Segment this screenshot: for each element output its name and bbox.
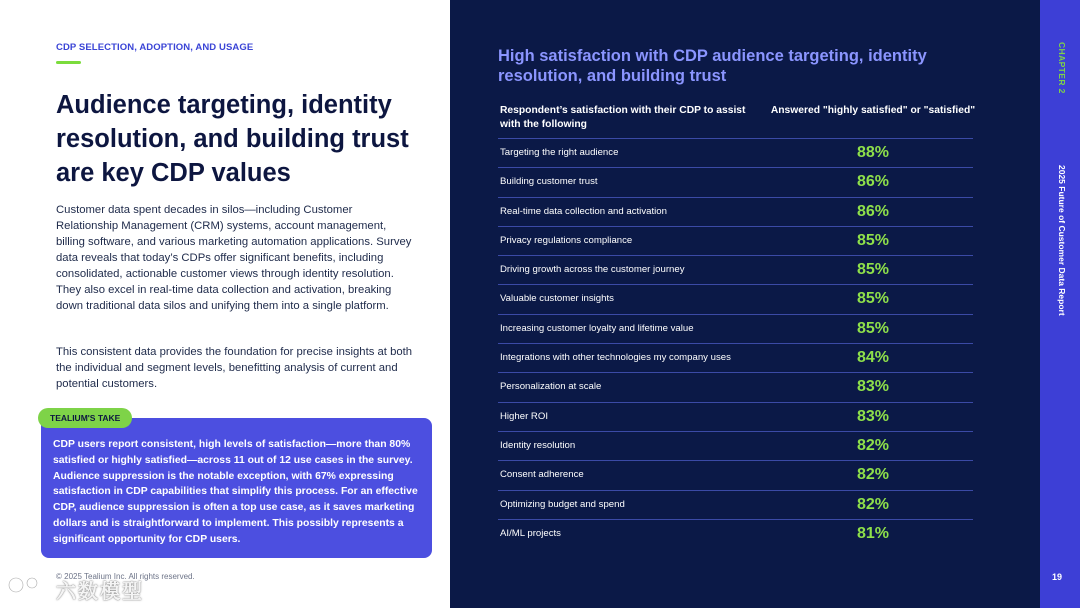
- row-label: Targeting the right audience: [500, 147, 619, 158]
- table-row: [498, 402, 973, 431]
- row-label: Valuable customer insights: [500, 293, 614, 305]
- page-headline: Audience targeting, identity resolution, and building trust are key CDP values: [56, 91, 409, 187]
- table-row: [498, 226, 973, 255]
- table-row: [498, 167, 973, 196]
- column-header-satisfaction: Answered "highly satisfied" or "satisfied": [770, 105, 976, 116]
- take-callout: [41, 418, 432, 558]
- row-value: 83%: [856, 378, 890, 396]
- row-value: 84%: [856, 349, 890, 367]
- row-value: 85%: [856, 290, 890, 308]
- table-row: [498, 197, 973, 226]
- row-label: Building customer trust: [500, 176, 598, 188]
- row-value: 82%: [856, 466, 890, 484]
- take-badge: TEALIUM'S TAKE: [38, 408, 132, 428]
- table-row: [498, 372, 973, 401]
- watermark-text: 六数模型: [56, 581, 144, 603]
- row-value: 81%: [856, 524, 890, 542]
- table-row: [498, 490, 973, 519]
- table-row: [498, 460, 973, 489]
- table-row: [498, 431, 973, 460]
- table-title: High satisfaction with CDP audience targeting, identity resolution, and building trust: [498, 47, 927, 85]
- satisfaction-table: [498, 138, 973, 548]
- watermark-logo-icon: [6, 572, 46, 598]
- left-panel: [0, 0, 450, 608]
- row-value: 88%: [856, 144, 890, 161]
- row-label: Higher ROI: [500, 410, 548, 422]
- report-title: 2025 Future of Customer Data Report: [1057, 165, 1067, 316]
- column-header-use-case: Respondent’s satisfaction with their CDP to assist with the following: [500, 105, 746, 130]
- row-label: Increasing customer loyalty and lifetime value: [500, 322, 694, 334]
- table-row: [498, 519, 973, 548]
- table-row: [498, 314, 973, 343]
- row-value: 85%: [856, 261, 890, 279]
- body-paragraph-2: This consistent data provides the foundation for precise insights at both the individual and segment levels, benefitting analysis of current and potential customers.: [56, 346, 413, 390]
- row-value: 86%: [856, 202, 890, 220]
- section-rule: [56, 61, 81, 64]
- row-label: AI/ML projects: [500, 527, 561, 539]
- table-row: [498, 284, 973, 313]
- row-value: 82%: [856, 436, 890, 454]
- row-label: Consent adherence: [500, 469, 584, 481]
- table-row: [498, 255, 973, 284]
- right-panel: [450, 0, 1040, 608]
- row-value: 85%: [856, 319, 890, 337]
- row-label: Optimizing budget and spend: [500, 498, 625, 510]
- row-label: Driving growth across the customer journey: [500, 264, 685, 276]
- table-row: [498, 138, 973, 167]
- row-label: Privacy regulations compliance: [500, 234, 633, 246]
- row-label: Personalization at scale: [500, 381, 602, 393]
- row-label: Identity resolution: [500, 439, 576, 451]
- row-value: 83%: [856, 407, 890, 425]
- take-text: CDP users report consistent, high levels of satisfaction—more than 80% satisfied or highly satisfied—across 11 out of 12 use cases in the survey. Audience suppression is the notable exception, with 67% expressing satisfaction in CDP capabilities that simplify this process. For an effective CDP, audience suppression is often a top use case, as it saves marketing dollars and is straightforward to implement. This possibly represents a significant opportunity for CDP users.: [53, 439, 418, 545]
- copyright: © 2025 Tealium Inc. All rights reserved.: [56, 572, 195, 581]
- row-label: Integrations with other technologies my company uses: [500, 352, 731, 364]
- page-number: 19: [1051, 572, 1062, 582]
- row-value: 82%: [856, 495, 890, 513]
- section-label: CDP SELECTION, ADOPTION, AND USAGE: [56, 42, 254, 53]
- row-value: 86%: [856, 173, 890, 191]
- table-row: [498, 343, 973, 372]
- chapter-strip: [1040, 0, 1080, 608]
- row-value: 85%: [856, 231, 890, 249]
- chapter-label: CHAPTER 2: [1057, 42, 1067, 94]
- body-paragraph-1: Customer data spent decades in silos—including Customer Relationship Management (CRM) systems, account management, billing software, and various marketing automation applications. Survey data reveals that today’s CDPs offer significant benefits, including consolidated, actionable customer views through identity resolution. They also excel in real-time data collection and activation, breaking down traditional data silos and unifying them into a single platform.: [56, 204, 412, 312]
- row-label: Real-time data collection and activation: [500, 205, 667, 217]
